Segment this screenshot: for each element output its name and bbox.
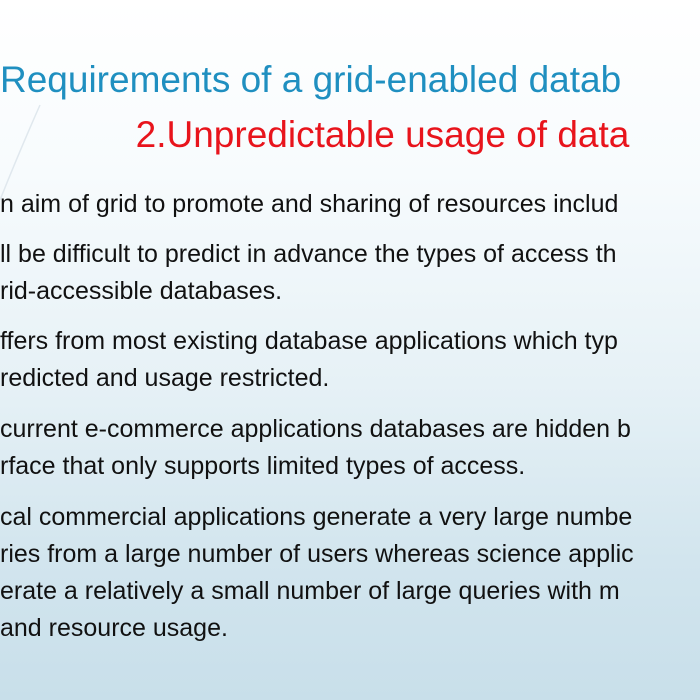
bullet-line: cal commercial applications generate a very large numbe — [0, 503, 633, 531]
bullet-line: rid-accessible databases. — [0, 277, 283, 305]
bullet-line: and resource usage. — [0, 614, 228, 642]
bullet-item — [0, 186, 618, 223]
bullet-line: n aim of grid to promote and sharing of resources includ — [0, 190, 619, 218]
slide-subtitle: 2.Unpredictable usage of data — [135, 114, 630, 155]
bullet-item — [0, 411, 631, 485]
bullet-line: rface that only supports limited types of access. — [0, 452, 526, 480]
bullet-line: ffers from most existing database applications which typ — [0, 327, 618, 355]
bullet-line: erate a relatively a small number of large queries with m — [0, 577, 620, 605]
bullet-item — [0, 323, 618, 397]
bullet-line: ries from a large number of users whereas science applic — [0, 540, 634, 568]
bullet-line: current e-commerce applications databases are hidden b — [0, 415, 631, 443]
bullet-item — [0, 236, 617, 310]
slide-title: Requirements of a grid-enabled datab — [0, 59, 622, 100]
bullet-line: redicted and usage restricted. — [0, 364, 330, 392]
bullet-item — [0, 499, 634, 647]
bullet-line: ll be difficult to predict in advance the types of access th — [0, 240, 617, 268]
